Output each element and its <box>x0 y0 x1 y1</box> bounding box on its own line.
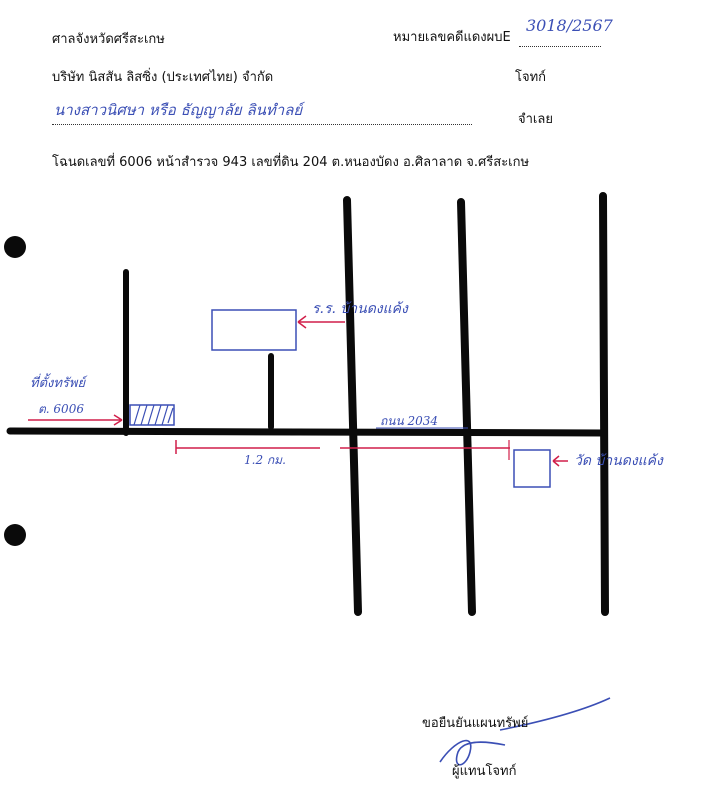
asset-plot-hatching <box>134 405 173 425</box>
asset-location-label: ที่ตั้งทรัพย์ <box>30 376 86 391</box>
temple-label: วัด บ้านดงแค้ง <box>574 453 663 469</box>
main-road-line <box>10 431 604 433</box>
confirm-map-text: ขอยืนยันแผนทรัพย์ <box>422 716 529 731</box>
plaintiff-role: โจทก์ <box>515 70 547 85</box>
case-number-label: หมายเลขคดีแดงผบE <box>393 30 511 45</box>
vertical-road-1 <box>347 200 358 612</box>
temple-pointer-arrow <box>553 456 568 466</box>
defendant-role: จำเลย <box>518 112 553 127</box>
temple-building-box <box>514 450 550 487</box>
plaintiff-name: บริษัท นิสสัน ลิสซิ่ง (ประเทศไทย) จำกัด <box>52 70 274 85</box>
asset-deed-label: ต. 6006 <box>38 402 84 416</box>
vertical-road-3 <box>603 196 605 612</box>
distance-marker <box>176 440 510 454</box>
defendant-name-handwritten: นางสาวนิศษา หรือ ธัญญาลัย ลินทำลย์ <box>54 101 303 119</box>
case-number-handwritten: 3018/2567 <box>526 16 613 35</box>
road-label: ถนน 2034 <box>380 414 439 428</box>
distance-label: 1.2 กม. <box>244 453 286 467</box>
court-name: ศาลจังหวัดศรีสะเกษ <box>52 32 165 47</box>
school-label: ร.ร. บ้านดงแค้ง <box>312 301 408 317</box>
deed-info: โฉนดเลขที่ 6006 หน้าสำรวจ 943 เลขที่ดิน 204 ต.หนองบัดง อ.ศิลาลาด จ.ศรีสะเกษ <box>52 155 530 170</box>
school-building-box <box>212 310 296 350</box>
vertical-road-2 <box>461 202 472 612</box>
signer-role: ผู้แทนโจทก์ <box>452 764 517 779</box>
